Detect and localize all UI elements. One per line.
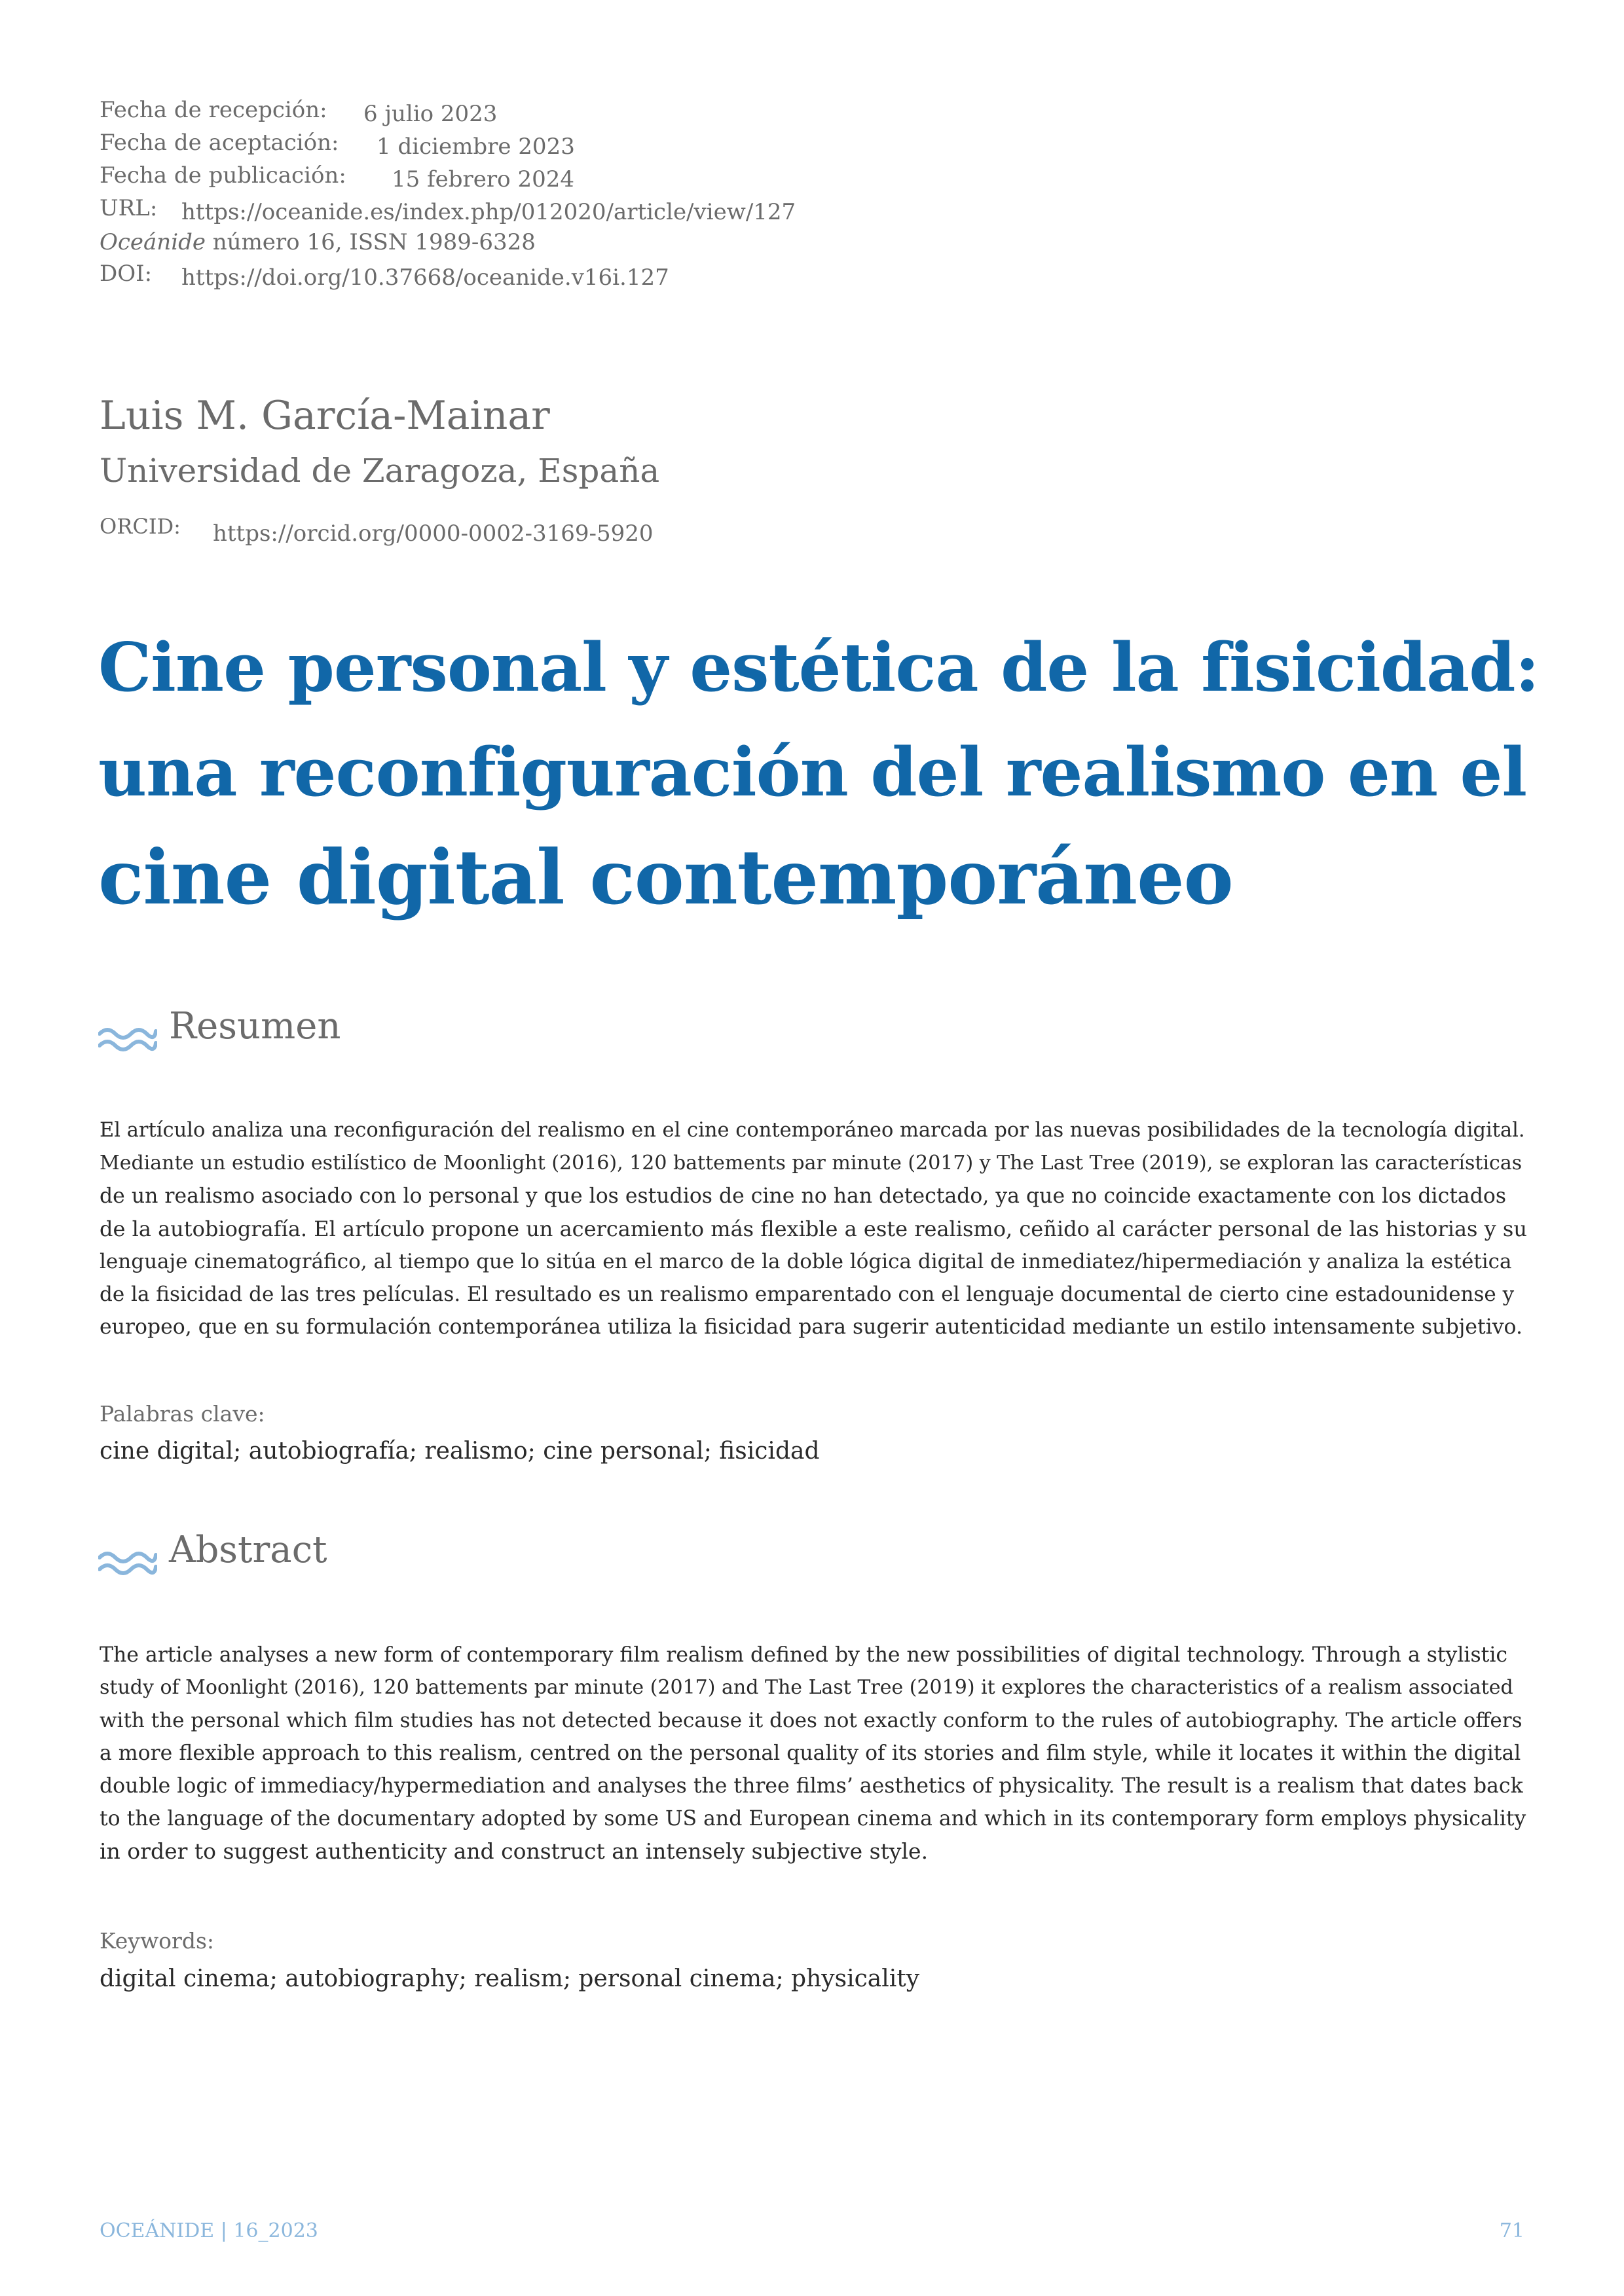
abstract-line: to the language of the documentary adopted by some US and European cinema and which in its contemporary form employs physicality — [100, 1807, 1526, 1831]
resumen-line: de la fisicidad de las tres películas. El resultado es un realismo emparentado con el lenguaje documental de cierto cine estadounidense y — [100, 1283, 1515, 1306]
title-line: Cine personal y estética de la fisicidad: — [98, 629, 1540, 707]
acceptance-value: 1 diciembre 2023 — [377, 134, 575, 160]
abstract-title: Abstract — [169, 1529, 327, 1571]
abstract-line: The article analyses a new form of contemporary film realism defined by the new possibilities of digital technology. Through a stylistic — [100, 1643, 1508, 1667]
url-link[interactable]: https://oceanide.es/index.php/012020/article/view/127 — [181, 199, 796, 225]
reception-value: 6 julio 2023 — [363, 101, 498, 127]
keywords: digital cinema; autobiography; realism; personal cinema; physicality — [100, 1965, 920, 1992]
doi-label: DOI: — [100, 261, 153, 287]
waves-icon — [98, 1546, 157, 1578]
resumen-line: Mediante un estudio estilístico de Moonlight (2016), 120 battements par minute (2017) y The Last Tree (2019), se exploran las características — [100, 1152, 1522, 1175]
reception-label: Fecha de recepción: — [100, 97, 327, 123]
article-title — [98, 615, 1539, 930]
abstract-body — [100, 1639, 1527, 1868]
orcid-label: ORCID: — [100, 514, 181, 539]
palabras-clave-label: Palabras clave: — [100, 1401, 265, 1427]
publication-value: 15 febrero 2024 — [392, 166, 574, 192]
abstract-line: a more flexible approach to this realism, centred on the personal quality of its stories and film style, while it locates it within the digital — [100, 1741, 1521, 1765]
resumen-line: de la autobiografía. El artículo propone un acercamiento más flexible a este realismo, ceñido al carácter personal de las historias y su — [100, 1216, 1527, 1241]
publication-label: Fecha de publicación: — [100, 162, 346, 189]
footer-journal: OCEÁNIDE | 16_2023 — [100, 2219, 318, 2242]
url-label: URL: — [100, 195, 158, 221]
acceptance-label: Fecha de aceptación: — [100, 130, 339, 156]
doi-link[interactable]: https://doi.org/10.37668/oceanide.v16i.127 — [181, 264, 669, 291]
keywords-label: Keywords: — [100, 1928, 215, 1954]
waves-icon — [98, 1022, 157, 1055]
author-name: Luis M. García-Mainar — [100, 393, 550, 439]
abstract-line: in order to suggest authenticity and construct an intensely subjective style. — [100, 1838, 929, 1864]
title-line: una reconfiguración del realismo en el — [98, 733, 1527, 812]
resumen-line: lenguaje cinematográfico, al tiempo que lo sitúa en el marco de la doble lógica digital de inmediatez/hipermediación y analiza la estética — [100, 1250, 1512, 1273]
palabras-clave: cine digital; autobiografía; realismo; cine personal; fisicidad — [100, 1438, 820, 1465]
resumen-line: El artículo analiza una reconfiguración del realismo en el cine contemporáneo marcada por las nuevas posibilidades de la tecnología digital. — [100, 1119, 1525, 1142]
author-affiliation: Universidad de Zaragoza, España — [100, 452, 660, 490]
title-line: cine digital contemporáneo — [98, 833, 1233, 921]
journal-issue: número 16, ISSN 1989-6328 — [205, 229, 536, 255]
journal-name: Oceánide — [100, 229, 206, 255]
resumen-title: Resumen — [169, 1005, 341, 1048]
abstract-line: double logic of immediacy/hypermediation and analyses the three films’ aesthetics of physicality. The result is a realism that dates back — [100, 1774, 1523, 1798]
resumen-line: de un realismo asociado con lo personal y que los estudios de cine no han detectado, ya que no coincide exactamente con los dictados — [100, 1184, 1506, 1208]
abstract-line: study of Moonlight (2016), 120 battements par minute (2017) and The Last Tree (2019) it explores the characteristics of a realism associated — [100, 1676, 1513, 1699]
meta-journal-issue — [100, 229, 536, 255]
resumen-body — [100, 1114, 1527, 1343]
orcid-link[interactable]: https://orcid.org/0000-0002-3169-5920 — [213, 520, 654, 547]
resumen-line: europeo, que en su formulación contemporánea utiliza la fisicidad para sugerir autenticidad mediante un estilo intensamente subjetivo. — [100, 1315, 1522, 1339]
abstract-line: with the personal which film studies has not detected because it does not exactly conform to the rules of autobiography. The article offers — [100, 1709, 1522, 1732]
page-number: 71 — [1499, 2219, 1524, 2242]
